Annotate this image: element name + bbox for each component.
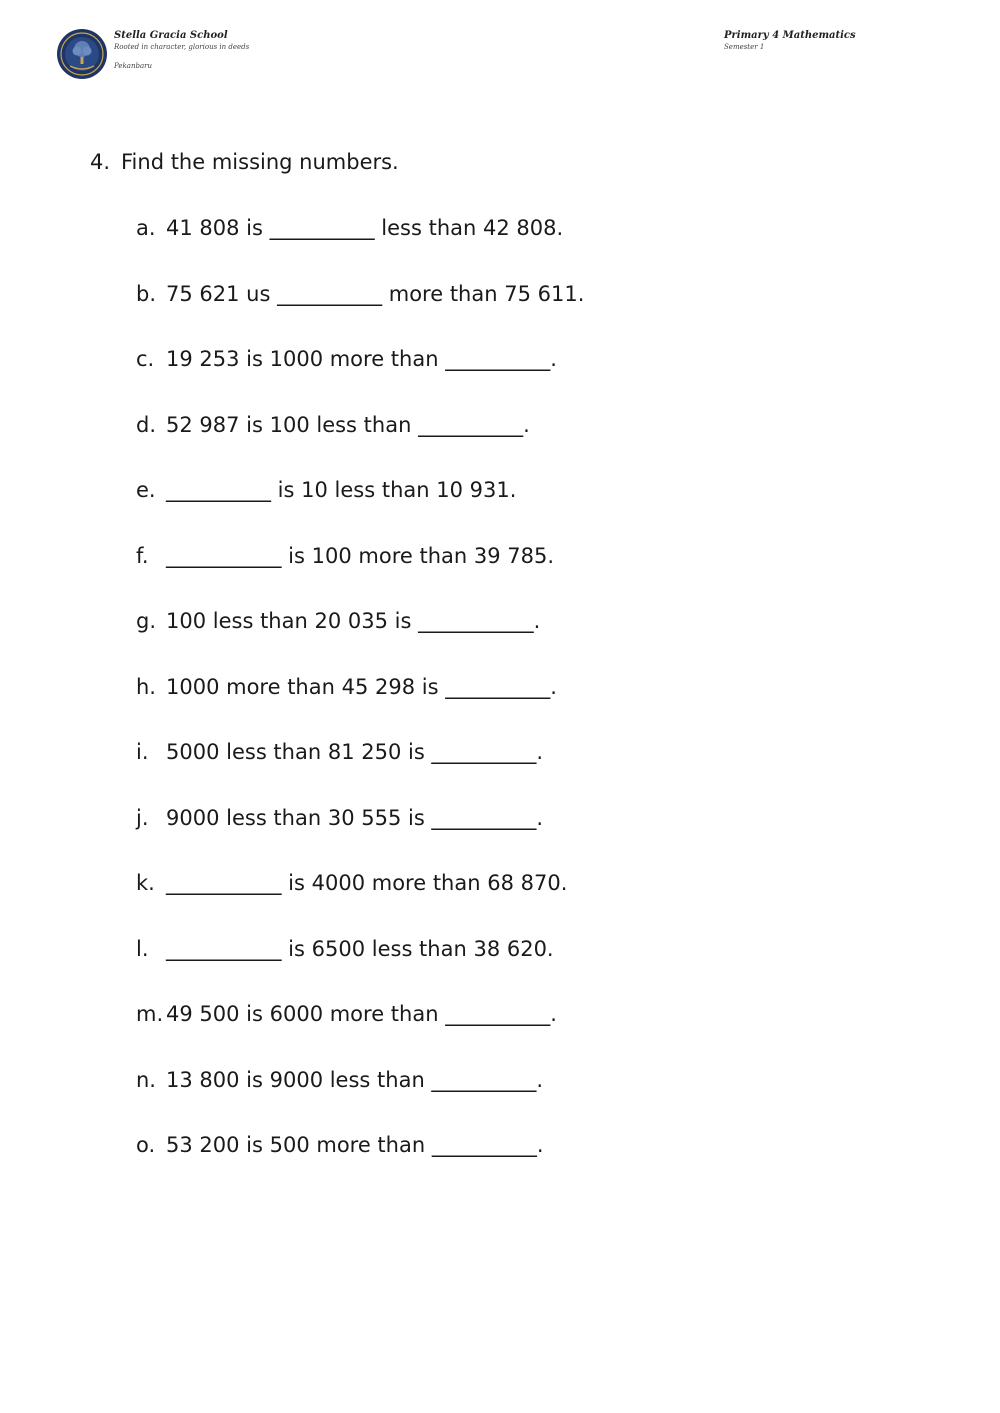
subject-semester: Semester 1 bbox=[724, 43, 765, 51]
item-letter: j. bbox=[136, 806, 149, 830]
item-text: 1000 more than 45 298 is __________. bbox=[166, 675, 557, 699]
item-letter: d. bbox=[136, 413, 157, 437]
school-info bbox=[114, 30, 249, 71]
item-text: 75 621 us __________ more than 75 611. bbox=[166, 282, 585, 306]
page-header bbox=[0, 0, 1000, 90]
item-letter: n. bbox=[136, 1068, 156, 1092]
question-item-m bbox=[136, 999, 557, 1029]
item-letter: c. bbox=[136, 347, 155, 371]
item-text: 52 987 is 100 less than __________. bbox=[166, 413, 530, 437]
school-name: Stella Gracia School bbox=[114, 30, 228, 41]
item-letter: i. bbox=[136, 740, 149, 764]
question-item-i bbox=[136, 737, 543, 767]
question-number: 4. bbox=[90, 150, 111, 174]
school-city: Pekanbaru bbox=[114, 62, 152, 70]
item-letter: k. bbox=[136, 871, 155, 895]
question-item-o bbox=[136, 1130, 544, 1160]
question-item-n bbox=[136, 1065, 543, 1095]
item-letter: h. bbox=[136, 675, 156, 699]
item-text: 19 253 is 1000 more than __________. bbox=[166, 347, 557, 371]
question-item-d bbox=[136, 410, 530, 440]
question-item-e bbox=[136, 475, 516, 505]
question-item-c bbox=[136, 344, 557, 374]
item-text: __________ is 10 less than 10 931. bbox=[166, 478, 517, 502]
item-letter: e. bbox=[136, 478, 156, 502]
question-heading bbox=[90, 150, 399, 174]
question-title: Find the missing numbers. bbox=[121, 150, 399, 174]
item-text: 9000 less than 30 555 is __________. bbox=[166, 806, 544, 830]
item-letter: m. bbox=[136, 1002, 164, 1026]
subject-title: Primary 4 Mathematics bbox=[724, 30, 856, 41]
question-item-a bbox=[136, 213, 563, 243]
item-text: 13 800 is 9000 less than __________. bbox=[166, 1068, 544, 1092]
item-letter: l. bbox=[136, 937, 149, 961]
item-text: ___________ is 6500 less than 38 620. bbox=[166, 937, 554, 961]
item-letter: g. bbox=[136, 609, 157, 633]
item-letter: o. bbox=[136, 1133, 156, 1157]
question-item-j bbox=[136, 803, 543, 833]
item-text: 49 500 is 6000 more than __________. bbox=[166, 1002, 557, 1026]
item-text: 5000 less than 81 250 is __________. bbox=[166, 740, 544, 764]
question-item-k bbox=[136, 868, 567, 898]
item-letter: f. bbox=[136, 544, 149, 568]
item-text: ___________ is 4000 more than 68 870. bbox=[166, 871, 568, 895]
school-motto: Rooted in character, glorious in deeds bbox=[114, 43, 250, 51]
item-text: 41 808 is __________ less than 42 808. bbox=[166, 216, 564, 240]
question-item-b bbox=[136, 279, 584, 309]
question-item-l bbox=[136, 934, 554, 964]
item-letter: b. bbox=[136, 282, 157, 306]
item-text: 53 200 is 500 more than __________. bbox=[166, 1133, 544, 1157]
question-item-h bbox=[136, 672, 557, 702]
item-text: 100 less than 20 035 is ___________. bbox=[166, 609, 541, 633]
item-letter: a. bbox=[136, 216, 156, 240]
subject-info bbox=[724, 30, 856, 52]
item-text: ___________ is 100 more than 39 785. bbox=[166, 544, 555, 568]
school-logo-icon bbox=[56, 28, 108, 80]
question-item-g bbox=[136, 606, 540, 636]
question-item-f bbox=[136, 541, 554, 571]
